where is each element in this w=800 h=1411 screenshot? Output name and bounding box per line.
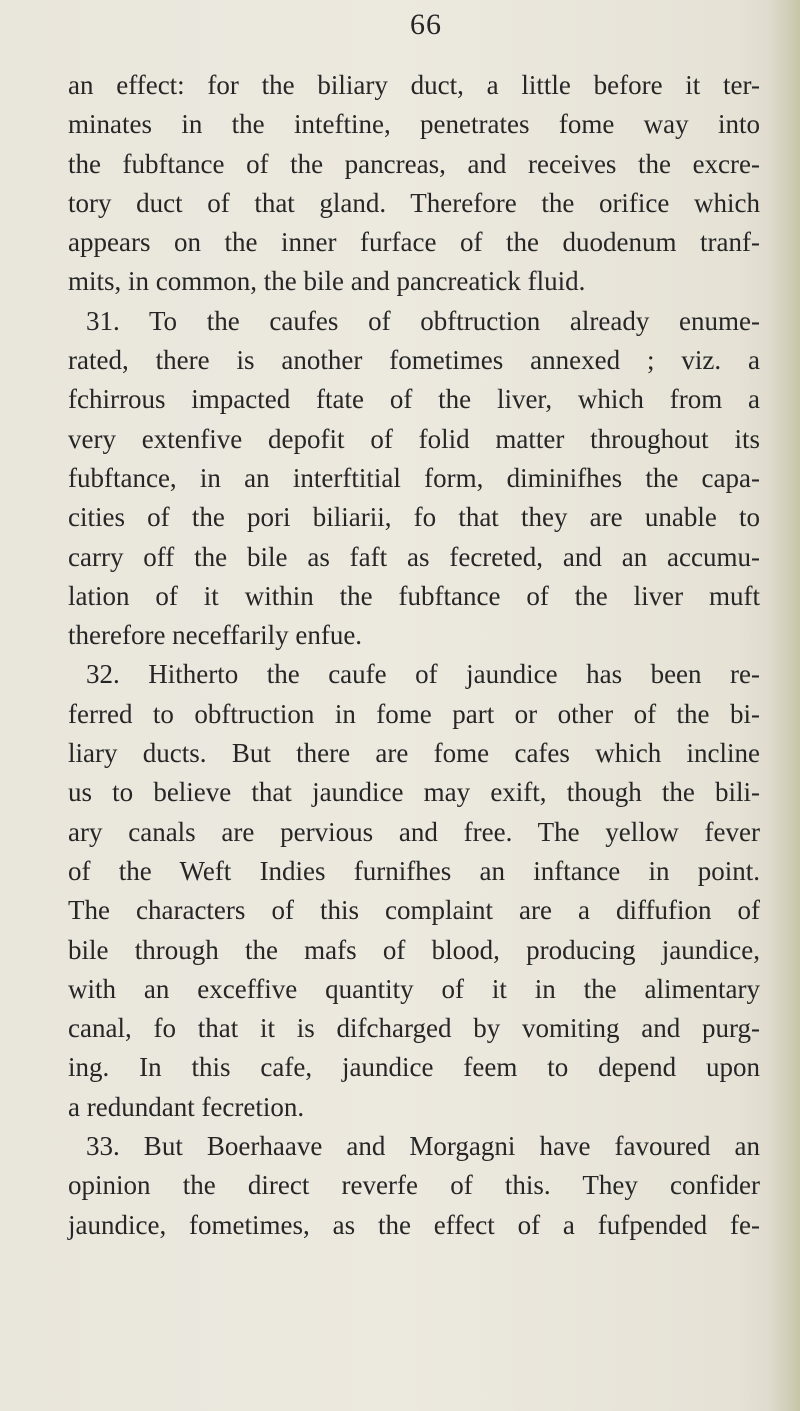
text-line: liary ducts. But there are fome cafes which incline: [68, 738, 760, 769]
text-line: ferred to obftruction in fome part or other of the bi-: [68, 698, 760, 729]
body-text: [68, 66, 760, 1245]
text-line: therefore neceffarily enfue.: [68, 620, 363, 651]
text-line: opinion the direct reverfe of this. They confider: [68, 1170, 760, 1201]
text-line: ary canals are pervious and free. The yellow fever: [68, 816, 760, 847]
text-line: fchirrous impacted ftate of the liver, which from a: [68, 384, 760, 415]
text-line: fubftance, in an interftitial form, diminifhes the capa-: [68, 462, 760, 493]
text-line: carry off the bile as faft as fecreted, and an accumu-: [68, 541, 760, 572]
text-line: bile through the mafs of blood, producing jaundice,: [68, 934, 760, 965]
text-line: us to believe that jaundice may exift, though the bili-: [68, 777, 760, 808]
text-line: minates in the inteftine, penetrates fome way into: [68, 109, 760, 140]
page-number: 66: [410, 8, 442, 41]
paragraph-33-start: 33. But Boerhaave and Morgagni have favoured an: [86, 1131, 760, 1162]
text-line: The characters of this complaint are a diffufion of: [68, 895, 760, 926]
text-line: tory duct of that gland. Therefore the orifice which: [68, 187, 760, 218]
text-line: mits, in common, the bile and pancreatick fluid.: [68, 266, 586, 297]
paragraph-31-start: 31. To the caufes of obftruction already enume-: [86, 305, 760, 336]
text-line: ing. In this cafe, jaundice feem to depend upon: [68, 1052, 760, 1083]
paragraph-32-start: 32. Hitherto the caufe of jaundice has been re-: [86, 659, 760, 690]
text-line: canal, fo that it is difcharged by vomiting and purg-: [68, 1013, 760, 1044]
text-line: appears on the inner furface of the duodenum tranf-: [68, 227, 760, 258]
text-line: of the Weft Indies furnifhes an inftance in point.: [68, 855, 760, 886]
text-line: rated, there is another fometimes annexed ; viz. a: [68, 345, 760, 376]
text-line: the fubftance of the pancreas, and receives the excre-: [68, 148, 760, 179]
text-line: an effect: for the biliary duct, a little before it ter-: [68, 70, 760, 100]
text-line: with an exceffive quantity of it in the alimentary: [68, 973, 760, 1004]
text-line: jaundice, fometimes, as the effect of a fufpended fe-: [68, 1209, 760, 1240]
text-line: cities of the pori biliarii, fo that they are unable to: [68, 502, 760, 533]
text-line: lation of it within the fubftance of the liver muft: [68, 580, 760, 611]
page-edge-shadow: [770, 0, 800, 1411]
text-line: very extenfive depofit of folid matter throughout its: [68, 423, 760, 454]
text-line: a redundant fecretion.: [68, 1091, 305, 1122]
